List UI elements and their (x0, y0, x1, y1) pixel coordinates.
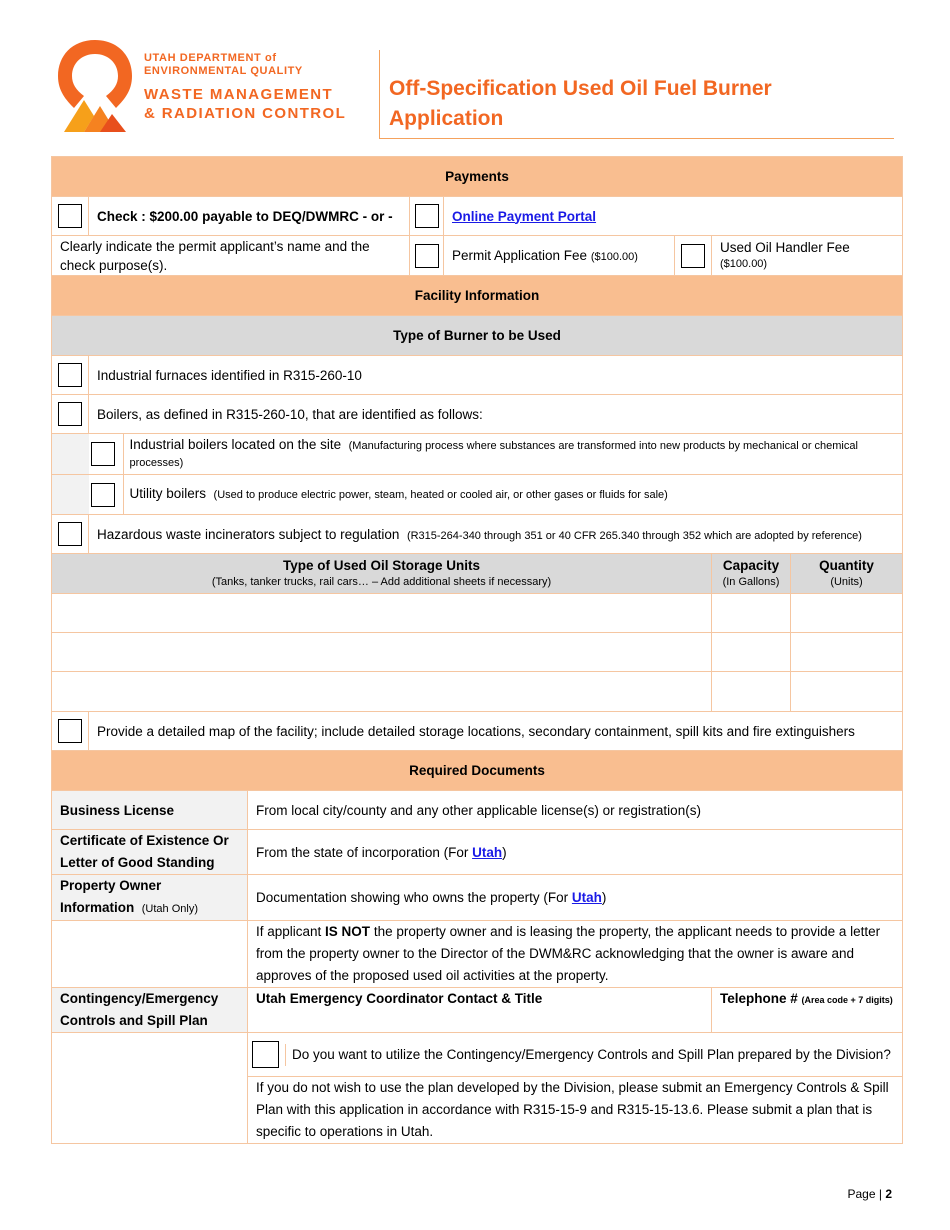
logo-line-4: & RADIATION CONTROL (144, 105, 347, 122)
incinerators-note: (R315-264-340 through 351 or 40 CFR 265.340 through 352 which are adopted by reference) (406, 529, 862, 542)
certificate-utah-link[interactable]: Utah (472, 844, 503, 860)
storage-type-input-2[interactable] (52, 633, 712, 672)
industrial-boilers-note: (Manufacturing process where substances are transformed into new products by mechanical or chemical processes) (129, 440, 858, 469)
telephone-cell (712, 988, 903, 1033)
check-checkbox-cell (52, 197, 89, 236)
capacity-heading (712, 554, 791, 594)
payments-heading: Payments (52, 157, 903, 197)
own-plan-text: If you do not wish to use the plan developed by the Division, please submit an Emergency Controls & Spill Plan with this application in accordance with R315-15-9 and R315-15-13.6. Please submit a plan that is specific to operations in Utah. (248, 1077, 903, 1144)
handler-fee-cell (712, 236, 903, 276)
check-checkbox[interactable] (58, 204, 82, 228)
contingency-label: Contingency/Emergency Controls and Spill Plan (52, 988, 248, 1033)
industrial-boilers-checkbox[interactable] (91, 442, 115, 466)
capacity-input-1[interactable] (712, 594, 791, 633)
lease-spacer (52, 921, 248, 988)
utility-boilers-text (123, 475, 668, 514)
permit-fee-cell (444, 236, 675, 276)
facility-map-checkbox[interactable] (58, 719, 82, 743)
handler-fee-label: Used Oil Handler Fee (720, 239, 850, 255)
lease-text-post: the property owner and is leasing the property, the applicant needs to provide a letter from the property owner to the Director of the DWM&RC acknowledging that the owner is aware and approves of the proposed used oil activities at the property. (256, 924, 881, 983)
documents-heading: Required Documents (52, 751, 903, 791)
property-owner-desc: Documentation showing who owns the property (For (256, 890, 572, 905)
check-instructions: Clearly indicate the permit applicant’s name and the check purpose(s). (52, 236, 410, 276)
property-owner-note: (Utah Only) (141, 903, 199, 915)
utilize-plan-label: Do you want to utilize the Contingency/Emergency Controls and Spill Plan prepared by the Division? (285, 1044, 891, 1066)
utilize-plan-cell (248, 1033, 903, 1077)
quantity-input-2[interactable] (791, 633, 903, 672)
property-owner-desc-cell: Documentation showing who owns the property (For Utah) (248, 875, 903, 921)
handler-fee-checkbox-cell (675, 236, 712, 276)
permit-fee-amount: ($100.00) (590, 251, 638, 263)
boilers-label: Boilers, as defined in R315-260-10, that are identified as follows: (89, 395, 903, 434)
business-license-desc: From local city/county and any other applicable license(s) or registration(s) (248, 791, 903, 830)
boilers-checkbox[interactable] (58, 402, 82, 426)
property-owner-cell (52, 875, 248, 921)
deq-logo-mark (54, 36, 136, 134)
incinerators-checkbox[interactable] (58, 522, 82, 546)
indent-spacer (52, 434, 89, 475)
storage-type-input-3[interactable] (52, 672, 712, 712)
page-number-value: 2 (885, 1187, 892, 1201)
industrial-boilers-label: Industrial boilers located on the site (129, 437, 342, 452)
telephone-note: (Area code + 7 digits) (801, 995, 893, 1005)
page-number: Page | 2 (847, 1187, 892, 1201)
capacity-title: Capacity (722, 557, 780, 573)
header-underline (380, 138, 894, 139)
industrial-boilers-text (123, 434, 895, 474)
quantity-input-3[interactable] (791, 672, 903, 712)
logo-line-1: UTAH DEPARTMENT of (144, 52, 277, 64)
permit-fee-label: Permit Application Fee (452, 248, 588, 263)
quantity-note: (Units) (830, 575, 863, 588)
page-label: Page (847, 1187, 876, 1201)
application-form (51, 156, 903, 1144)
storage-type-note: (Tanks, tanker trucks, rail cars… – Add additional sheets if necessary) (211, 575, 552, 588)
certificate-desc: From the state of incorporation (For (256, 844, 473, 860)
lease-text-pre: If applicant (256, 924, 326, 939)
portal-checkbox-cell (410, 197, 444, 236)
utility-boilers-checkbox[interactable] (91, 483, 115, 507)
check-payment-label: Check : $200.00 payable to DEQ/DWMRC - or - (89, 197, 410, 236)
utility-boilers-note: (Used to produce electric power, steam, heated or cooled air, or other gases or fluids for sale) (213, 489, 668, 501)
storage-type-heading (52, 554, 712, 594)
permit-fee-checkbox-cell (410, 236, 444, 276)
logo-line-2: ENVIRONMENTAL QUALITY (144, 65, 303, 77)
telephone-label: Telephone # (720, 991, 798, 1006)
utilize-plan-checkbox[interactable] (252, 1041, 279, 1068)
facility-map-label: Provide a detailed map of the facility; include detailed storage locations, secondary containment, spill kits and fire extinguishers (89, 712, 903, 751)
page-title: Off-Specification Used Oil Fuel Burner Application (389, 77, 772, 130)
contingency-spacer (52, 1033, 248, 1144)
quantity-title: Quantity (819, 557, 874, 573)
business-license-label: Business License (52, 791, 248, 830)
logo-wordmark (144, 52, 346, 123)
header-divider (379, 50, 380, 139)
quantity-input-1[interactable] (791, 594, 903, 633)
furnaces-label: Industrial furnaces identified in R315-260-10 (89, 356, 903, 395)
capacity-input-2[interactable] (712, 633, 791, 672)
indent-spacer (52, 475, 89, 515)
storage-type-title: Type of Used Oil Storage Units (282, 557, 481, 573)
lease-text (248, 921, 903, 988)
online-payment-portal-link[interactable]: Online Payment Portal (452, 208, 597, 224)
utility-boilers-label: Utility boilers (129, 486, 207, 501)
portal-checkbox[interactable] (415, 204, 439, 228)
storage-type-input-1[interactable] (52, 594, 712, 633)
handler-fee-checkbox[interactable] (681, 244, 705, 268)
quantity-heading (791, 554, 903, 594)
handler-fee-amount: ($100.00) (720, 257, 768, 270)
incinerators-label: Hazardous waste incinerators subject to regulation (97, 526, 400, 542)
capacity-input-3[interactable] (712, 672, 791, 712)
certificate-label: Certificate of Existence Or Letter of Good Standing (52, 830, 248, 875)
capacity-note: (In Gallons) (722, 575, 780, 588)
permit-fee-checkbox[interactable] (415, 244, 439, 268)
logo-line-3: WASTE MANAGEMENT (144, 86, 334, 103)
certificate-desc-cell: From the state of incorporation (For Utah) (248, 830, 903, 875)
lease-text-bold: IS NOT (325, 924, 371, 939)
furnaces-checkbox[interactable] (58, 363, 82, 387)
property-owner-label: Property Owner Information (60, 878, 162, 915)
coordinator-label: Utah Emergency Coordinator Contact & Title (248, 988, 712, 1033)
burner-type-heading: Type of Burner to be Used (52, 316, 903, 356)
facility-heading: Facility Information (52, 276, 903, 316)
incinerators-cell (89, 515, 903, 554)
property-owner-utah-link[interactable]: Utah (571, 890, 602, 905)
